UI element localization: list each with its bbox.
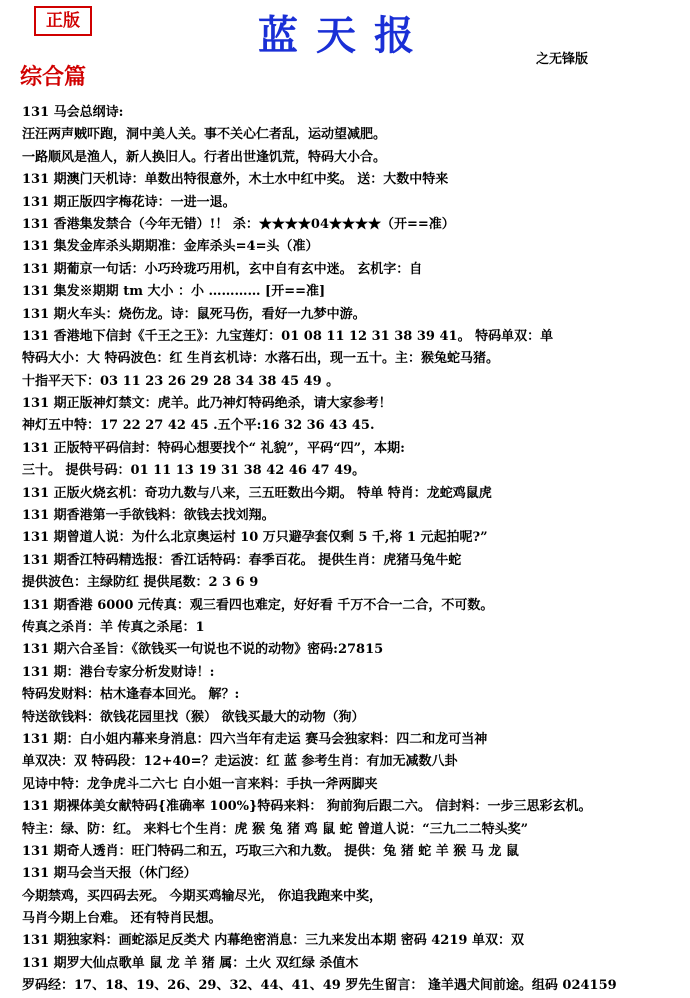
content-line: 131 期葡京一句话：小巧玲珑巧用机，玄中自有玄中迷。 玄机字：自 [22,261,423,277]
content-line: 提供波色：主绿防红 提供尾数：2 3 6 9 [22,575,259,591]
content-line: 特送欲钱料：欲钱花园里找（猴） 欲钱买最大的动物（狗） [22,709,365,725]
content-line: 131 期罗大仙点歌单 鼠 龙 羊 猪 属：土火 双红绿 杀值木 [22,955,359,971]
content-line: 131 集发金库杀头期期准：金库杀头=4=头（准） [22,239,319,255]
content-line: 汪汪两声贼吓跑，洞中美人关。事不关心仁者乱，运动望减肥。 [22,127,387,143]
content-line: 特码大小：大 特码波色：红 生肖玄机诗：水落石出，现一五十。主：猴兔蛇马猪。 [22,351,500,367]
content-line: 131 期正版四字梅花诗：一进一退。 [22,194,236,210]
content-line: 见诗中特：龙争虎斗二六七 白小姐一言来料：手执一斧两脚夹 [22,776,378,792]
content-line: 131 正版火烧玄机：奇功九数与八来，三五旺数出今期。 特单 特肖：龙蛇鸡鼠虎 [22,485,492,501]
content-line: 131 期澳门天机诗：单数出特很意外，木土水中红中奖。 送：大数中特来 [22,172,449,188]
content-line: 131 期曾道人说：为什么北京奥运村 10 万只避孕套仅剩 5 千,将 1 元起拍呢?” [22,530,488,546]
content-line: 131 期：白小姐内幕来身消息：四六当年有走运 赛马会独家料：四二和龙可当神 [22,731,488,747]
content-line: 十指平天下：03 11 23 26 29 28 34 38 45 49 。 [22,373,340,389]
content-line: 131 期香江特码精选报：香江话特码：春季百花。 提供生肖：虎猪马兔牛蛇 [22,552,462,568]
content-line: 三十。 提供号码：01 11 13 19 31 38 42 46 47 49。 [22,463,366,479]
content-line: 特主：绿、防：红。 来料七个生肖：虎 猴 兔 猪 鸡 鼠 蛇 曾道人说：“三九二二特头奖” [22,821,529,837]
content-line: 131 期香港第一手欲钱料：欲钱去找刘翔。 [22,508,275,524]
content-line: 特码发财料：枯木逢春本回光。 解？: [22,687,240,703]
content-line: 马肖今期上台难。 还有特肖民想。 [22,911,222,927]
content-line: 131 香港地下信封《千王之王》：九宝莲灯：01 08 11 12 31 38 39 41。 特码单双：单 [22,328,554,344]
content-line: 单双决：双 特码段：12+40=？走运波：红 蓝 参考生肖：有加无减数八卦 [22,754,458,770]
content-line: 一路顺风是渔人，新人换旧人。行者出世逢饥荒，特码大小合。 [22,149,387,165]
content-line: 今期禁鸡，买四码去死。 今期买鸡输尽光， 你追我跑来中奖， [22,888,383,904]
content-line: 131 期裸体美女献特码{准确率 100%}特码来料： 狗前狗后跟二六。 信封料：一步三思彩玄机。 [22,799,592,815]
content-lines [22,102,682,998]
content-line: 131 期：港台专家分析发财诗！: [22,664,215,680]
newspaper-masthead: 蓝天报 [258,12,432,59]
content-line: 131 期香港 6000 元传真：观三看四也难定，好好看 千万不合一二合，不可数。 [22,597,494,613]
content-line: 传真之杀肖：羊 传真之杀尾：1 [22,619,205,635]
section-title: 综合篇 [20,64,87,90]
content-line: 131 期火车头：烧伤龙。诗：鼠死马伤，看好一九梦中游。 [22,306,366,322]
content-line: 131 期独家料：画蛇添足反类犬 内幕绝密消息：三九来发出本期 密码 4219 单双：双 [22,933,524,949]
content-line: 131 正版特平码信封：特码心想要找个“ 礼貌”，平码“四”，本期: [22,440,405,456]
content-line: 131 香港集发禁合（今年无错）!！ 杀：★★★★04★★★★（开==准） [22,216,455,232]
content-line: 131 集发※期期 tm 大小 ：小 ………… [开==准] [22,284,326,300]
content-line: 131 期马会当天报（休门经） [22,866,197,882]
genuine-edition-badge: 正版 [34,6,92,36]
content-line: 131 期奇人透肖：旺门特码二和五，巧取三六和九数。 提供：兔 猪 蛇 羊 猴 马 龙 鼠 [22,843,519,859]
content-line: 131 期正版神灯禁文：虎羊。此乃神灯特码绝杀，请大家参考！ [22,396,392,412]
content-line: 131 马会总纲诗: [22,105,124,120]
edition-label: 之无锋版 [536,52,589,67]
content-line: 罗码经：17、18、19、26、29、32、44、41、49 罗先生留言： 逢羊遇犬间前途。组码 024159 [22,978,617,994]
content-line: 神灯五中特：17 22 27 42 45 .五个平:16 32 36 43 45. [22,418,375,434]
content-line: 131 期六合圣旨：《欲钱买一句说也不说的动物》密码:27815 [22,642,384,658]
